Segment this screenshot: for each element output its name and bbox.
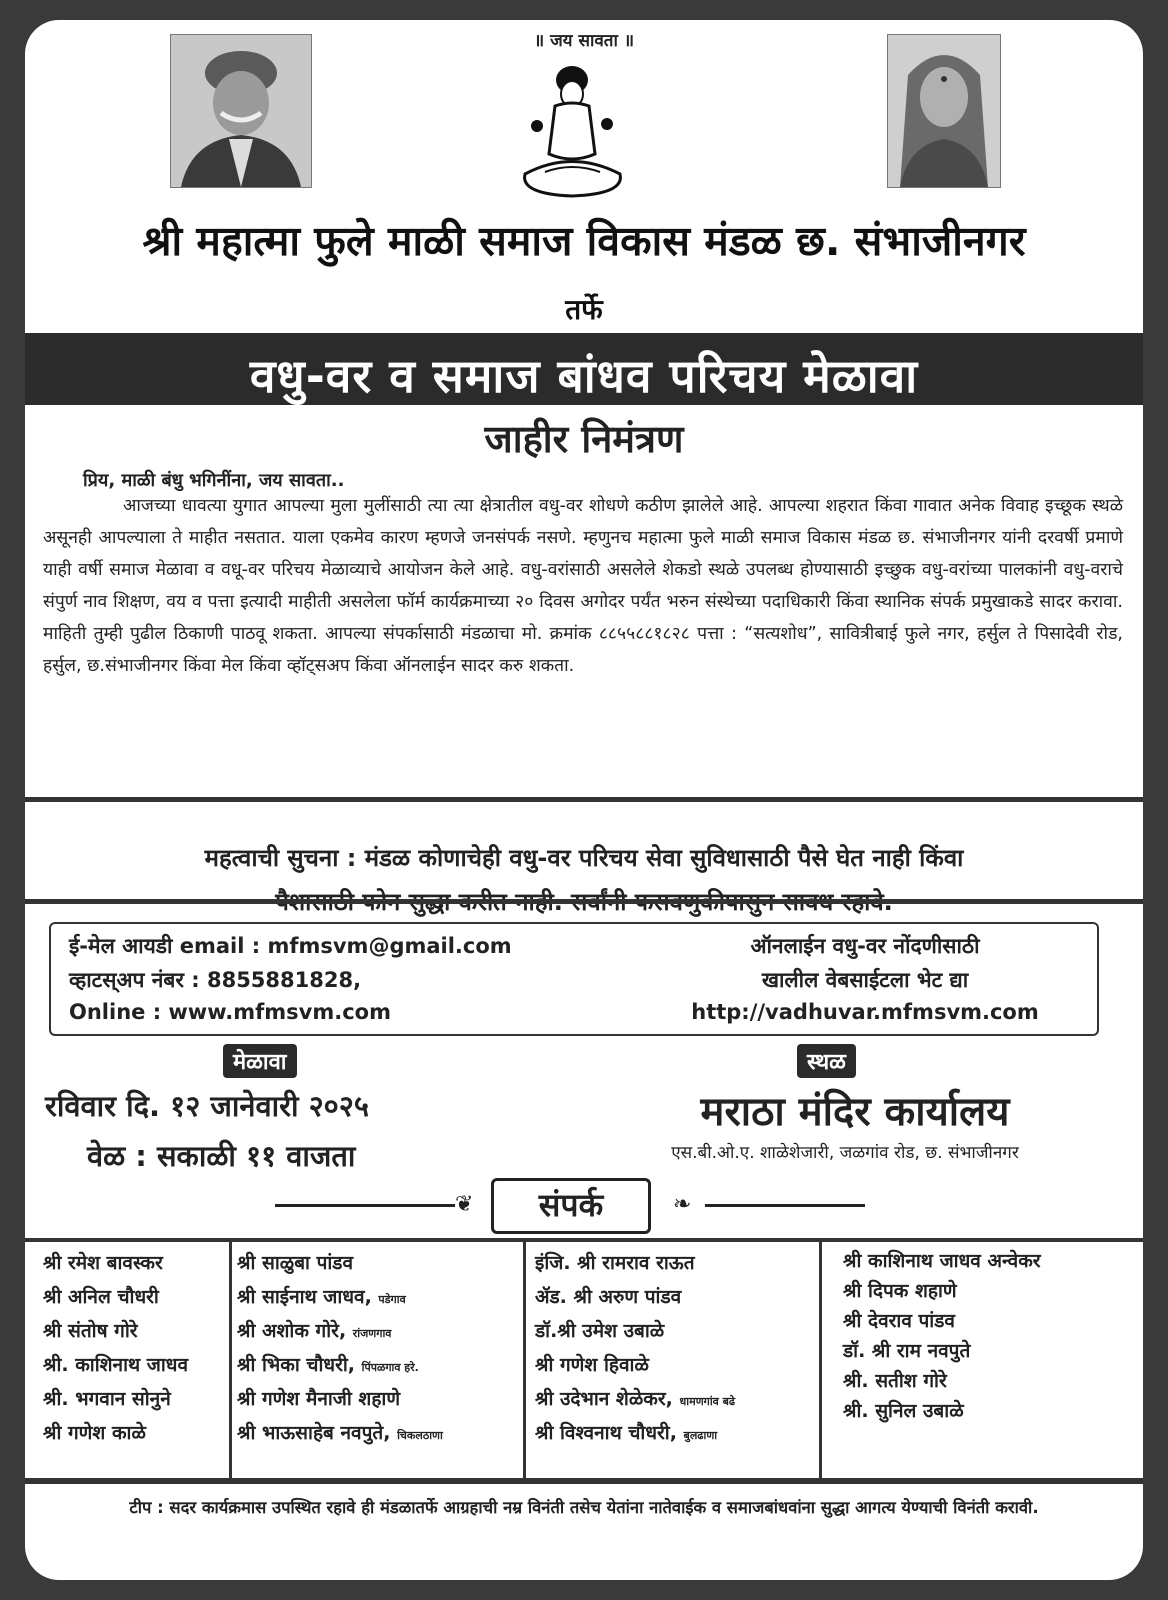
- contacts-column-3: [535, 1246, 820, 1478]
- invitation-title: जाहीर निमंत्रण: [484, 417, 684, 461]
- divider: [25, 899, 1143, 904]
- contact-person: इंजि. श्री रामराव राऊत: [535, 1252, 695, 1274]
- contact-person: श्री गणेश काळे: [43, 1422, 146, 1444]
- column-divider: [819, 1242, 822, 1478]
- contact-person: श्री साईनाथ जाधव, पडेगाव: [237, 1286, 406, 1308]
- contact-place: पिंपळगाव हरे.: [361, 1361, 419, 1374]
- event-title: वधु-वर व समाज बांधव परिचय मेळावा: [249, 349, 919, 403]
- greeting: प्रिय, माळी बंधु भगिनींना, जय सावता..: [83, 470, 345, 491]
- contact-person: डॉ.श्री उमेश उबाळे: [535, 1320, 665, 1342]
- notice-line-1: महत्वाची सुचना : मंडळ कोणाचेही वधु-वर परिचय सेवा सुविधासाठी पैसे घेत नाही किंवा: [204, 844, 964, 872]
- contact-place: चिकलठाणा: [397, 1429, 443, 1442]
- footer-note: टीप : सदर कार्यक्रमास उपस्थित रहावे ही मंडळातर्फे आग्रहाची नम्र विनंती तसेच येतांना नातेवाईक व समाजबांधवांना सुद्धा आगत्य येण्याची विनंती करावी.: [129, 1498, 1039, 1517]
- contacts-column-1: [43, 1246, 233, 1478]
- venue-address: एस.बी.ओ.ए. शाळेशेजारी, जळगांव रोड, छ. संभाजीनगर: [671, 1143, 1019, 1163]
- contact-place: बुलढाणा: [683, 1429, 718, 1442]
- divider: [25, 797, 1143, 802]
- venue-label: स्थळ: [797, 1044, 856, 1078]
- scroll-ornament-icon: ❦: [455, 1192, 474, 1217]
- invitation-card: [25, 20, 1143, 1580]
- contact-person: श्री. भगवान सोनुने: [43, 1388, 171, 1410]
- important-notice: [41, 836, 1127, 924]
- contact-person: श्री काशिनाथ जाधव अन्वेकर: [843, 1250, 1041, 1272]
- contact-person: श्री रमेश बावस्कर: [43, 1252, 163, 1274]
- ornament-line-left: [275, 1204, 455, 1207]
- invitation-body: आजच्या धावत्या युगात आपल्या मुला मुलींसाठी त्या त्या क्षेत्रातील वधु-वर शोधणे कठीण झालेले आहे. आपल्या शहरात किंवा गावात अनेक विवाह इच्छूक स्थळे असूनही आपल्याला ते माहीत नसतात. याला एकमेव कारण म्हणजे जनसंपर्क नसणे. म्हणुनच महात्मा फुले माळी समाज विकास मंडळ छ. संभाजीनगर यांनी दरवर्षी प्रमाणे याही वर्षी समाज मेळावा व वधू-वर परिचय मेळाव्याचे आयोजन केले आहे. वधु-वरांसाठी असलेले शेकडो स्थळे उपलब्ध होण्यासाठी इच्छुक वधु-वरांच्या पालकांनी वधु-वराचे संपुर्ण नाव शिक्षण, वय व पत्ता इत्यादी माहीती असलेला फॉर्म कार्यक्रमाच्या २० दिवस अगोदर पर्यंत भरुन संस्थेच्या पदाधिकारी किंवा स्थानिक संपर्क प्रमुखाकडे सादर करावा. माहिती तुम्ही पुढील ठिकाणी पाठवू शकता. आपल्या संपर्कासाठी मंडळाचा मो. क्रमांक ८८५५८८१८२८ पत्ता : “सत्यशोध”, सावित्रीबाई फुले नगर, हर्सुल ते पिसादेवी रोड, हर्सुल, छ.संभाजीनगर किंवा मेल किंवा व्हॉट्सअप किंवा ऑनलाईन सादर करु शकता.: [43, 496, 1123, 676]
- slogan: ॥ जय सावता ॥: [533, 31, 635, 51]
- sampark-title: संपर्क: [491, 1178, 651, 1234]
- online-registration-line-1: ऑनलाईन वधु-वर नोंदणीसाठी: [750, 934, 980, 958]
- portrait-savitribai-phule: [887, 34, 1001, 188]
- contact-person: श्री. सुनिल उबाळे: [843, 1400, 964, 1422]
- contact-person: श्री दिपक शहाणे: [843, 1280, 957, 1302]
- column-divider: [229, 1242, 232, 1478]
- contact-person: श्री विश्वनाथ चौधरी, बुलढाणा: [535, 1422, 718, 1444]
- whatsapp-text: व्हाटस्अप नंबर : 8855881828,: [69, 968, 362, 992]
- organization-name: श्री महात्मा फुले माळी समाज विकास मंडळ छ. संभाजीनगर: [142, 217, 1026, 265]
- online-registration-line-2: खालील वेबसाईटला भेट द्या: [761, 968, 969, 992]
- footer-divider: [25, 1478, 1143, 1484]
- event-time: वेळ : सकाळी ११ वाजता: [87, 1139, 356, 1173]
- contact-person: श्री अशोक गोरे, रांजणगाव: [237, 1320, 392, 1342]
- scroll-ornament-icon: ❧: [673, 1192, 692, 1217]
- melava-label: मेळावा: [223, 1044, 297, 1078]
- contact-person: श्री देवराव पांडव: [843, 1310, 955, 1332]
- contact-person: श्री. काशिनाथ जाधव: [43, 1354, 189, 1376]
- portrait-mahatma-phule: [170, 34, 312, 188]
- contact-person: श्री. सतीश गोरे: [843, 1370, 947, 1392]
- contact-person: श्री गणेश मैनाजी शहाणे: [237, 1388, 401, 1410]
- venue-name: मराठा मंदिर कार्यालय: [700, 1089, 1010, 1135]
- email-text: ई-मेल आयडी email : mfmsvm@gmail.com: [69, 934, 512, 958]
- contact-person: डॉ. श्री राम नवपुते: [843, 1340, 971, 1362]
- contact-place: धामणगांव बढे: [679, 1395, 736, 1408]
- contact-person: श्री साळुबा पांडव: [237, 1252, 354, 1274]
- tarfe-text: तर्फे: [565, 293, 603, 326]
- online-link[interactable]: Online : www.mfmsvm.com: [69, 1000, 391, 1024]
- contact-place: पडेगाव: [378, 1293, 406, 1306]
- contact-person: ॲड. श्री अरुण पांडव: [535, 1286, 682, 1308]
- ornament-line-right: [705, 1204, 865, 1207]
- contact-person: श्री उदेभान शेळेकर, धामणगांव बढे: [535, 1388, 736, 1410]
- column-divider: [523, 1242, 526, 1478]
- contacts-column-2: [237, 1246, 522, 1478]
- contact-person: श्री अनिल चौधरी: [43, 1286, 159, 1308]
- contact-person: श्री संतोष गोरे: [43, 1320, 138, 1342]
- divider: [25, 1238, 1143, 1242]
- registration-website-link[interactable]: http://vadhuvar.mfmsvm.com: [691, 1000, 1039, 1024]
- event-date: रविवार दि. १२ जानेवारी २०२५: [45, 1089, 369, 1123]
- contact-place: रांजणगाव: [352, 1327, 392, 1340]
- contacts-column-4: [843, 1246, 1128, 1478]
- contact-person: श्री गणेश हिवाळे: [535, 1354, 649, 1376]
- sant-savta-sketch: [515, 54, 630, 204]
- contact-person: श्री भिका चौधरी, पिंपळगाव हरे.: [237, 1354, 419, 1376]
- contact-person: श्री भाऊसाहेब नवपुते, चिकलठाणा: [237, 1422, 443, 1444]
